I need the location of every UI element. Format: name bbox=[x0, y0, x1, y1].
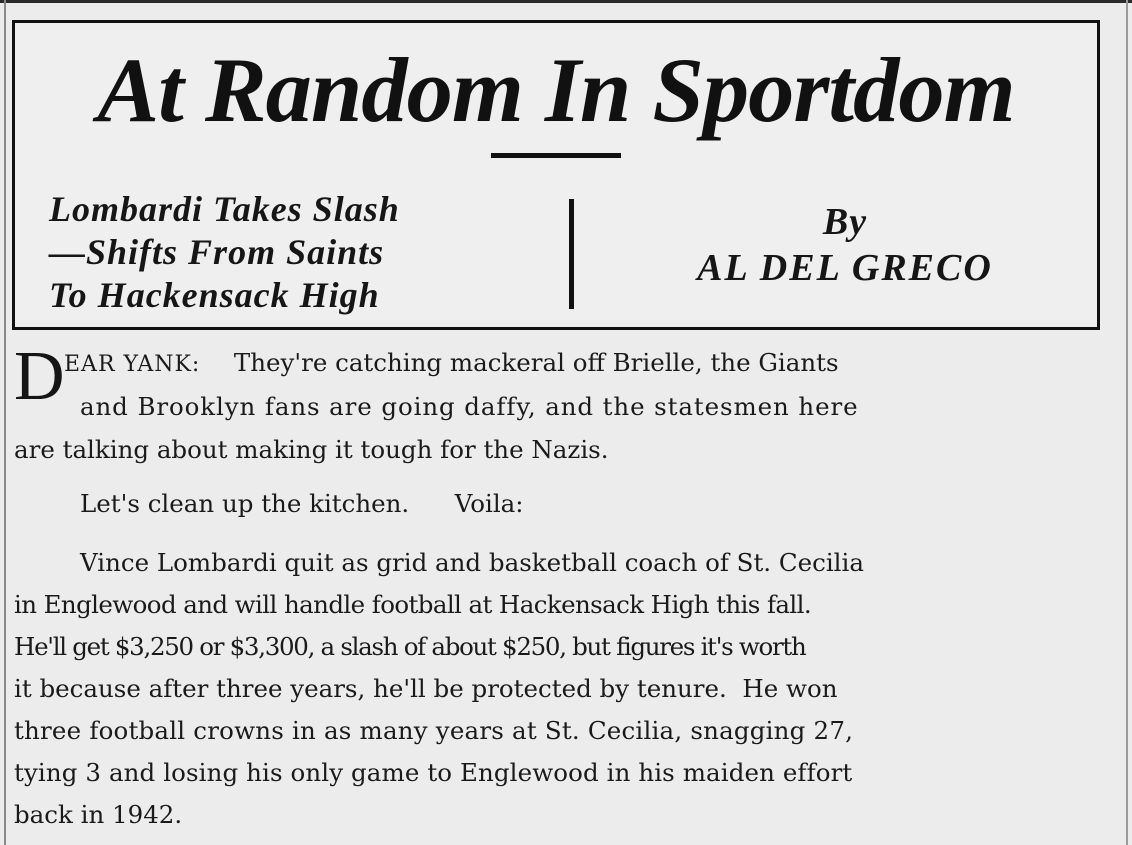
paragraph-3-line-6-text: tying 3 and losing his only game to Englewood in his maiden effort bbox=[14, 758, 853, 787]
paragraph-3-line-7-text: back in 1942. bbox=[14, 800, 183, 829]
byline-by: By bbox=[822, 201, 868, 243]
paragraph-1-line-1-text: They're catching mackeral off Brielle, the Giants bbox=[233, 348, 839, 377]
headline-underline bbox=[491, 153, 621, 158]
paragraph-2-text-2: Voila: bbox=[454, 489, 524, 518]
paragraph-3-line-1-text: Vince Lombardi quit as grid and basketball coach of St. Cecilia bbox=[80, 548, 864, 577]
paragraph-3-line-4-text: it because after three years, he'll be protected by tenure. He won bbox=[14, 674, 838, 703]
left-column-rule bbox=[4, 0, 6, 845]
column-headline: At Random In Sportdom bbox=[97, 40, 1015, 142]
paragraph-2 bbox=[80, 489, 524, 519]
paragraph-2-text-1: Let's clean up the kitchen. bbox=[80, 489, 410, 518]
salutation: EAR YANK: bbox=[64, 352, 201, 377]
top-column-rule bbox=[0, 0, 1132, 3]
deck-separator bbox=[569, 199, 574, 309]
paragraph-1-line-2 bbox=[80, 392, 1108, 422]
byline bbox=[635, 199, 1055, 291]
paragraph-3-line-3-text: He'll get $3,250 or $3,300, a slash of about $250, but figures it's worth bbox=[14, 632, 806, 661]
paragraph-3-line-5 bbox=[14, 716, 853, 746]
deck-line-3: To Hackensack High bbox=[49, 275, 380, 315]
deck-line-1: Lombardi Takes Slash bbox=[49, 189, 400, 229]
paragraph-3-line-4 bbox=[14, 674, 837, 704]
column-header-box bbox=[12, 20, 1100, 330]
paragraph-1-line-2-text: and Brooklyn fans are going daffy, and the statesmen here bbox=[80, 392, 859, 421]
byline-author: AL DEL GRECO bbox=[697, 247, 993, 289]
article-deck bbox=[49, 188, 400, 317]
right-column-rule bbox=[1126, 0, 1128, 845]
deck-line-2: —Shifts From Saints bbox=[49, 232, 385, 272]
paragraph-3-line-2 bbox=[14, 590, 811, 620]
paragraph-3-line-7 bbox=[14, 800, 182, 830]
paragraph-3-line-3 bbox=[14, 632, 805, 662]
paragraph-1-line-3 bbox=[14, 435, 609, 465]
paragraph-1-line-3-text: are talking about making it tough for the Nazis. bbox=[14, 435, 609, 464]
paragraph-1-line-1 bbox=[64, 348, 1108, 378]
paragraph-3-line-5-text: three football crowns in as many years at St. Cecilia, snagging 27, bbox=[14, 716, 854, 745]
paragraph-3-line-1 bbox=[80, 548, 864, 578]
drop-cap: D bbox=[14, 338, 65, 415]
paragraph-3-line-6 bbox=[14, 758, 852, 788]
paragraph-3-line-2-text: in Englewood and will handle football at Hackensack High this fall. bbox=[14, 590, 812, 619]
